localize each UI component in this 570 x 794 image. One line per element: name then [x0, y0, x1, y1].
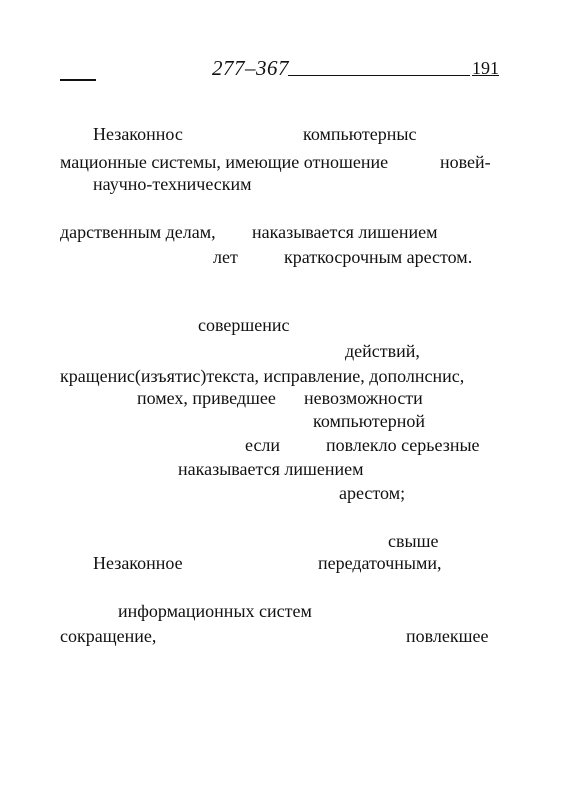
text-fragment: действий,	[345, 341, 420, 361]
text-fragment: компьютерной	[313, 411, 426, 431]
text-fragment: передаточными,	[318, 553, 442, 573]
text-fragment: повлекшее	[406, 626, 489, 646]
text-fragment: Незаконнос	[93, 124, 183, 144]
text-fragment: невозможности	[304, 388, 423, 408]
text-fragment: повлекло серьезные	[326, 435, 480, 455]
text-fragment: если	[245, 435, 281, 455]
text-line: кращенис(изъятис)текста, исправление, дополнснис,	[60, 366, 465, 386]
text-fragment: наказывается лишением	[252, 222, 438, 242]
text-fragment: компьютерныс	[303, 124, 417, 144]
text-fragment: лет	[213, 247, 238, 267]
text-fragment: дарственным делам,	[60, 222, 216, 242]
text-fragment: сокращение,	[60, 626, 157, 646]
header-rule	[288, 75, 470, 76]
text-fragment: арестом;	[339, 483, 406, 503]
text-fragment: новей-	[440, 152, 491, 172]
text-line: информационных систем	[118, 601, 312, 621]
text-fragment: краткосрочным арестом.	[284, 247, 473, 267]
header-article-range: 277–367	[212, 56, 289, 80]
header-left-rule	[60, 79, 96, 81]
page-number: 191	[472, 58, 499, 78]
text-fragment: помех, приведшее	[137, 388, 276, 408]
text-line: мационные системы, имеющие отношение	[60, 152, 389, 172]
text-fragment: наказывается лишением	[178, 459, 364, 479]
text-line: научно-техническим	[93, 174, 252, 194]
text-fragment: свыше	[388, 531, 439, 551]
text-fragment: совершенис	[198, 315, 290, 335]
text-fragment: Незаконное	[93, 553, 183, 573]
